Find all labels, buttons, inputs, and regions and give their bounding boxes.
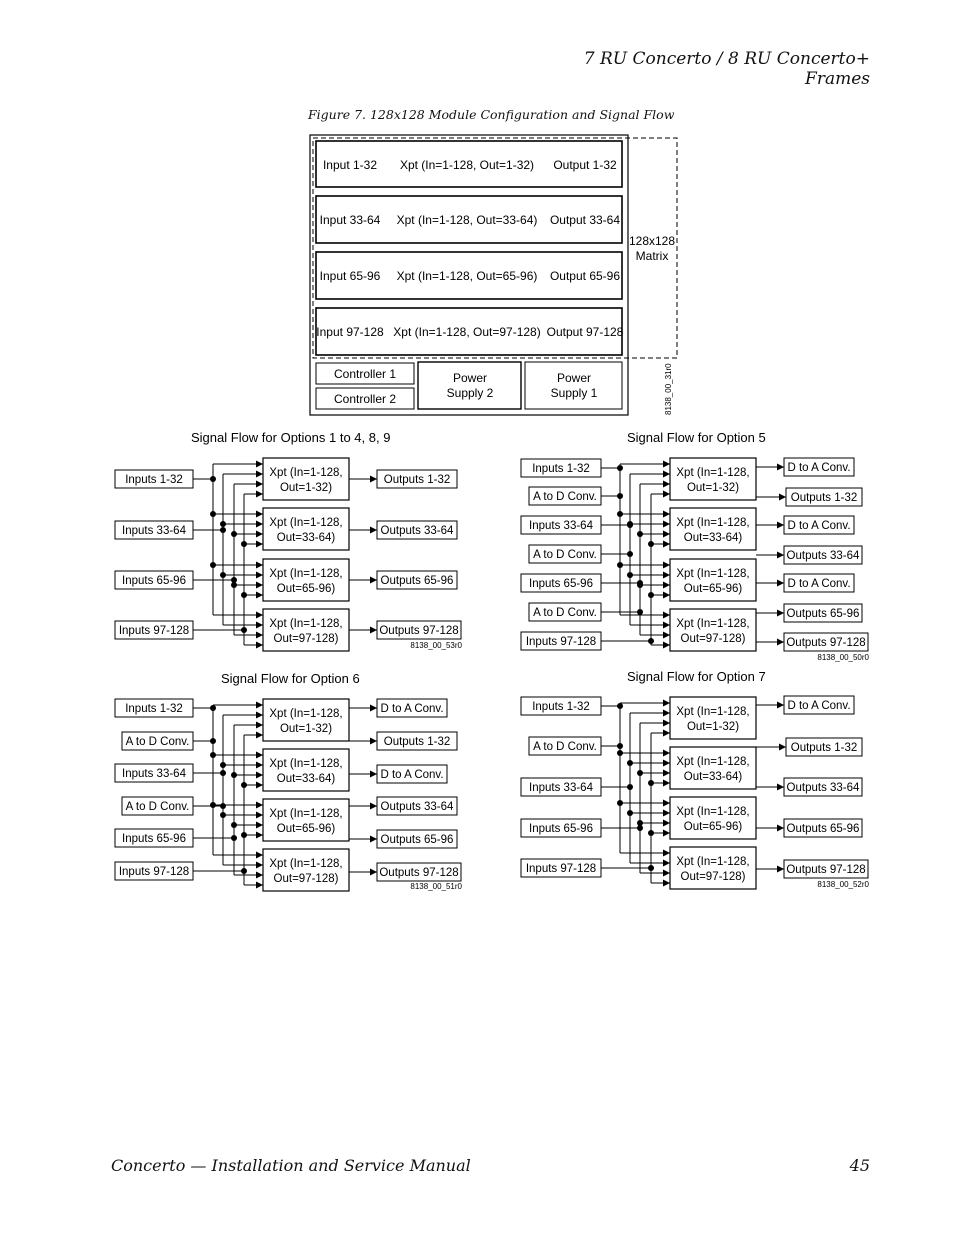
tap-dot-1-2 xyxy=(617,750,623,756)
xpt-box-2-line2: Out=33-64) xyxy=(276,773,336,785)
frame-row-4-input: Input 97-128 xyxy=(316,325,384,339)
opt6-id: 8138_00_51r0 xyxy=(410,882,462,891)
frame-row-3-xpt: Xpt (In=1-128, Out=65-96) xyxy=(396,269,538,283)
output-box-3-label: Outputs 65-96 xyxy=(786,608,860,620)
xpt-box-4-line1: Xpt (In=1-128, xyxy=(269,858,343,870)
xpt-box-2-line1: Xpt (In=1-128, xyxy=(676,517,750,529)
xpt-box-4-line1: Xpt (In=1-128, xyxy=(676,618,750,630)
xpt-box-3-line2: Out=65-96) xyxy=(276,583,336,595)
tap-dot-3-2 xyxy=(637,531,643,537)
tap-dot-4-2 xyxy=(648,780,654,786)
input-box-3-label: Inputs 65-96 xyxy=(529,578,593,590)
frame-row-2-xpt: Xpt (In=1-128, Out=33-64) xyxy=(396,213,538,227)
xpt-box-3-line1: Xpt (In=1-128, xyxy=(269,808,343,820)
tap-dot-3-3 xyxy=(231,582,237,588)
xpt-box-3-line1: Xpt (In=1-128, xyxy=(676,568,750,580)
opt1-id: 8138_00_53r0 xyxy=(410,641,462,650)
tap-dot-1-3 xyxy=(617,562,623,568)
output-box-2-label: Outputs 33-64 xyxy=(786,782,860,794)
controller-1-label: Controller 1 xyxy=(333,367,397,381)
footer-manual-title: Concerto — Installation and Service Manual xyxy=(111,1156,471,1175)
xpt-box-3-line2: Out=65-96) xyxy=(683,583,743,595)
frame-drawing-id: 8138_00_31r0 xyxy=(664,363,673,415)
frame-row-3-input: Input 65-96 xyxy=(319,269,381,283)
power-supply-1-line1: Power xyxy=(556,371,592,385)
frame-row-1-input: Input 1-32 xyxy=(322,158,378,172)
input-box-2-label: Inputs 33-64 xyxy=(529,520,593,532)
tap-dot-1-2 xyxy=(210,511,216,517)
output-box-4-label: Outputs 97-128 xyxy=(379,867,459,879)
xpt-box-1-line2: Out=1-32) xyxy=(279,723,333,735)
xpt-box-4-line1: Xpt (In=1-128, xyxy=(676,856,750,868)
tap-dot-1-3 xyxy=(617,800,623,806)
output-box-4-label: Outputs 97-128 xyxy=(786,864,866,876)
adc-box-1-label: A to D Conv. xyxy=(125,736,190,748)
output-box-2-label: Outputs 33-64 xyxy=(786,550,860,562)
tap-dot-4-2 xyxy=(241,541,247,547)
input-box-3-label: Inputs 65-96 xyxy=(122,833,186,845)
power-supply-1-line2: Supply 1 xyxy=(550,386,598,400)
xpt-box-4-line2: Out=97-128) xyxy=(273,873,339,885)
output-box-1-label: Outputs 1-32 xyxy=(790,492,858,504)
tap-dot-1-3 xyxy=(210,802,216,808)
xpt-box-1-line2: Out=1-32) xyxy=(686,482,740,494)
tap-dot-3-3 xyxy=(231,822,237,828)
dac-box-1-label: D to A Conv. xyxy=(380,703,444,715)
frame-row-4-xpt: Xpt (In=1-128, Out=97-128) xyxy=(393,325,541,339)
tap-dot-3-2 xyxy=(231,531,237,537)
input-box-4-label: Inputs 97-128 xyxy=(118,866,190,878)
frame-row-1-output: Output 1-32 xyxy=(553,158,617,172)
xpt-box-2-line2: Out=33-64) xyxy=(683,532,743,544)
tap-dot-3-3 xyxy=(637,820,643,826)
xpt-box-4-line1: Xpt (In=1-128, xyxy=(269,618,343,630)
power-supply-2-line1: Power xyxy=(452,371,488,385)
tap-dot-3-2 xyxy=(231,772,237,778)
frame-row-1-xpt: Xpt (In=1-128, Out=1-32) xyxy=(399,158,535,172)
output-box-2-label: Outputs 33-64 xyxy=(380,525,454,537)
frame-row-4-output: Output 97-128 xyxy=(546,325,624,339)
xpt-box-2-line1: Xpt (In=1-128, xyxy=(269,517,343,529)
tap-dot-4-3 xyxy=(648,592,654,598)
xpt-box-4-line2: Out=97-128) xyxy=(273,633,339,645)
output-box-4-label: Outputs 97-128 xyxy=(379,625,459,637)
page-number: 45 xyxy=(849,1156,870,1175)
opt1-title: Signal Flow for Options 1 to 4, 8, 9 xyxy=(191,430,391,445)
opt5-title: Signal Flow for Option 5 xyxy=(627,430,766,445)
output-box-3-label: Outputs 65-96 xyxy=(380,575,454,587)
tap-dot-2-2 xyxy=(220,762,226,768)
dac-box-2-label: D to A Conv. xyxy=(787,520,851,532)
adc-box-2-label: A to D Conv. xyxy=(125,801,190,813)
input-box-3-label: Inputs 65-96 xyxy=(529,823,593,835)
tap-dot-3-2 xyxy=(637,770,643,776)
input-box-4-label: Inputs 97-128 xyxy=(525,863,597,875)
tap-dot-1-3 xyxy=(210,562,216,568)
frame-row-2-input: Input 33-64 xyxy=(319,213,381,227)
tap-dot-2-3 xyxy=(627,572,633,578)
tap-dot-1-2 xyxy=(210,752,216,758)
input-box-2-label: Inputs 33-64 xyxy=(122,525,186,537)
input-box-2-label: Inputs 33-64 xyxy=(529,782,593,794)
input-box-2-label: Inputs 33-64 xyxy=(122,768,186,780)
dac-box-1-label: D to A Conv. xyxy=(787,462,851,474)
tap-dot-2-2 xyxy=(627,521,633,527)
matrix-label-2: Matrix xyxy=(635,249,669,263)
controller-2-label: Controller 2 xyxy=(333,392,397,406)
dac-box-3-label: D to A Conv. xyxy=(787,578,851,590)
xpt-box-1-line2: Out=1-32) xyxy=(686,721,740,733)
xpt-box-3-line1: Xpt (In=1-128, xyxy=(676,806,750,818)
tap-dot-2-2 xyxy=(220,521,226,527)
xpt-box-1-line1: Xpt (In=1-128, xyxy=(676,467,750,479)
xpt-box-2-line2: Out=33-64) xyxy=(276,532,336,544)
opt5-id: 8138_00_50r0 xyxy=(817,653,869,662)
power-supply-2-line2: Supply 2 xyxy=(446,386,494,400)
tap-dot-4-3 xyxy=(241,832,247,838)
tap-dot-3-3 xyxy=(637,582,643,588)
signal-flow-option-5 xyxy=(521,458,868,651)
output-box-1-label: Outputs 1-32 xyxy=(383,474,451,486)
output-box-2-label: Outputs 33-64 xyxy=(380,801,454,813)
matrix-label-1: 128x128 xyxy=(628,234,676,248)
tap-dot-2-3 xyxy=(220,812,226,818)
input-box-4-label: Inputs 97-128 xyxy=(525,636,597,648)
tap-dot-4-3 xyxy=(648,830,654,836)
xpt-box-1-line1: Xpt (In=1-128, xyxy=(269,708,343,720)
output-box-3-label: Outputs 65-96 xyxy=(380,834,454,846)
input-box-1-label: Inputs 1-32 xyxy=(532,701,590,713)
xpt-box-1-line1: Xpt (In=1-128, xyxy=(676,706,750,718)
xpt-box-4-line2: Out=97-128) xyxy=(680,871,746,883)
tap-dot-2-3 xyxy=(220,572,226,578)
input-box-1-label: Inputs 1-32 xyxy=(532,463,590,475)
opt7-id: 8138_00_52r0 xyxy=(817,880,869,889)
figure-caption: Figure 7. 128x128 Module Configuration and Signal Flow xyxy=(308,107,675,122)
xpt-box-2-line1: Xpt (In=1-128, xyxy=(269,758,343,770)
opt6-title: Signal Flow for Option 6 xyxy=(221,671,360,686)
tap-dot-4-2 xyxy=(241,782,247,788)
signal-flow-option-7 xyxy=(521,696,868,889)
dac-box-2-label: D to A Conv. xyxy=(380,769,444,781)
xpt-box-3-line2: Out=65-96) xyxy=(276,823,336,835)
signal-flow-option-6 xyxy=(115,699,461,891)
adc-box-1-label: A to D Conv. xyxy=(533,741,597,753)
output-box-4-label: Outputs 97-128 xyxy=(786,637,866,649)
xpt-box-3-line2: Out=65-96) xyxy=(683,821,743,833)
signal-flow-options-1-4-8-9 xyxy=(115,458,461,651)
page-header: 7 RU Concerto / 8 RU Concerto+ Frames xyxy=(583,49,870,89)
adc-box-1-label: A to D Conv. xyxy=(533,491,597,503)
tap-dot-1-2 xyxy=(617,511,623,517)
xpt-box-2-line2: Out=33-64) xyxy=(683,771,743,783)
input-box-4-label: Inputs 97-128 xyxy=(118,625,190,637)
xpt-box-2-line1: Xpt (In=1-128, xyxy=(676,756,750,768)
output-box-1-label: Outputs 1-32 xyxy=(790,742,858,754)
tap-dot-4-2 xyxy=(648,541,654,547)
adc-box-3-label: A to D Conv. xyxy=(533,607,597,619)
input-box-1-label: Inputs 1-32 xyxy=(125,474,183,486)
tap-dot-2-3 xyxy=(627,810,633,816)
xpt-box-3-line1: Xpt (In=1-128, xyxy=(269,568,343,580)
tap-dot-2-2 xyxy=(627,760,633,766)
xpt-box-1-line2: Out=1-32) xyxy=(279,482,333,494)
tap-dot-4-3 xyxy=(241,592,247,598)
output-box-1-label: Outputs 1-32 xyxy=(383,736,451,748)
xpt-box-4-line2: Out=97-128) xyxy=(680,633,746,645)
xpt-box-1-line1: Xpt (In=1-128, xyxy=(269,467,343,479)
frame-row-2-output: Output 33-64 xyxy=(549,213,621,227)
frame-row-3-output: Output 65-96 xyxy=(549,269,621,283)
input-box-3-label: Inputs 65-96 xyxy=(122,575,186,587)
output-box-3-label: Outputs 65-96 xyxy=(786,823,860,835)
input-box-1-label: Inputs 1-32 xyxy=(125,703,183,715)
opt7-title: Signal Flow for Option 7 xyxy=(627,669,766,684)
adc-box-2-label: A to D Conv. xyxy=(533,549,597,561)
dac-box-1-label: D to A Conv. xyxy=(787,700,851,712)
